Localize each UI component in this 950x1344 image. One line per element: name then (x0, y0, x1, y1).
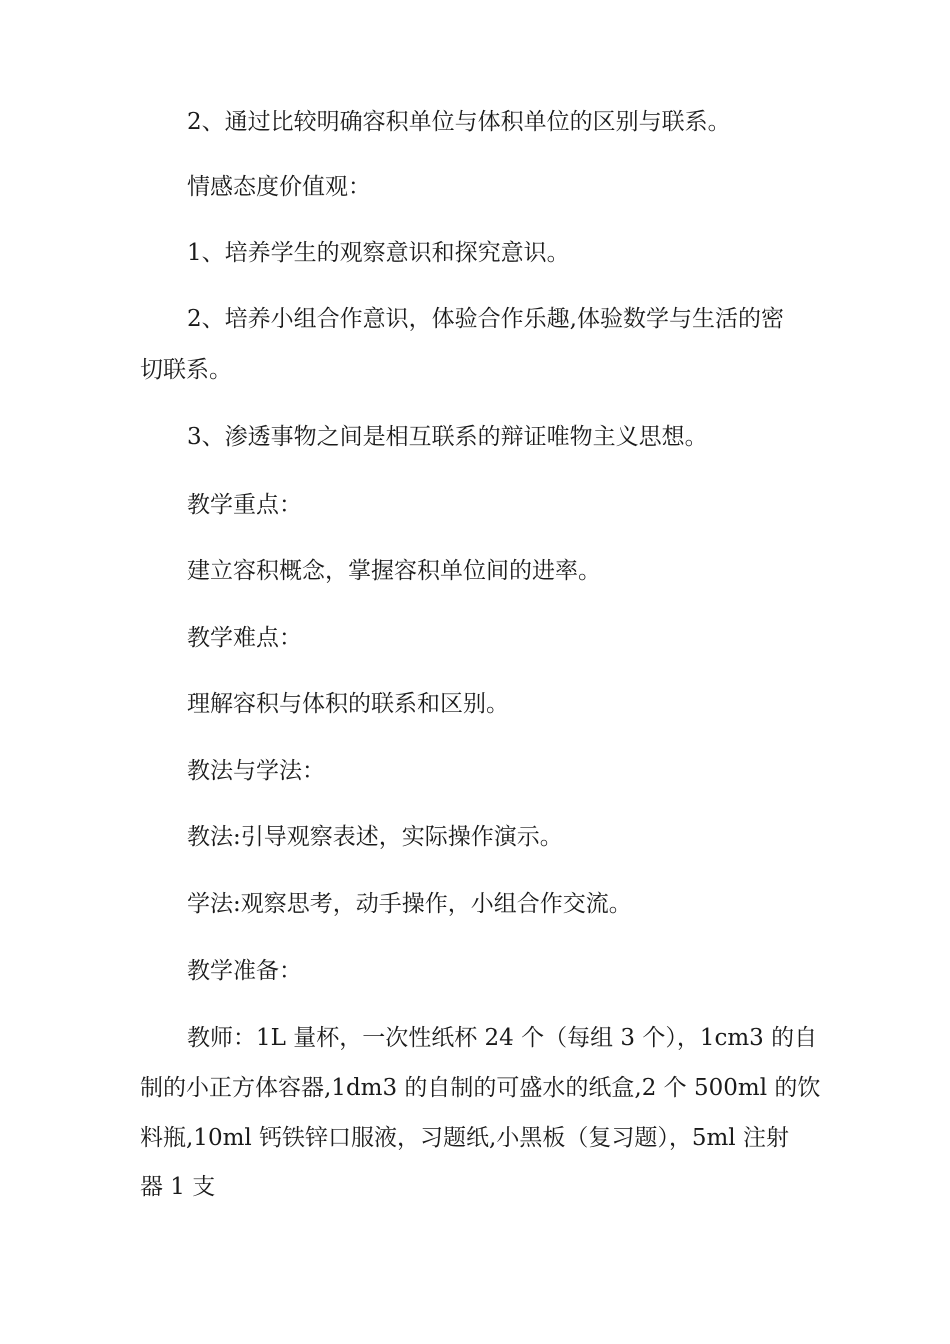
objective-2-text: 2、通过比较明确容积单位与体积单位的区别与联系。 (187, 109, 731, 135)
learning-method-text: 学法:观察思考，动手操作，小组合作交流。 (187, 891, 632, 917)
key-points-text: 建立容积概念，掌握容积单位间的进率。 (187, 558, 601, 584)
section-heading-preparation: 教学准备： (187, 958, 302, 984)
affective-item-2-line-1: 2、培养小组合作意识，体验合作乐趣,体验数学与生活的密 (187, 306, 784, 332)
teacher-prep-line-4: 器 1 支 (140, 1174, 216, 1200)
section-heading-difficulties: 教学难点： (187, 625, 302, 651)
section-heading-key-points: 教学重点： (187, 492, 302, 518)
section-heading-methods: 教法与学法： (187, 758, 325, 784)
affective-item-3: 3、渗透事物之间是相互联系的辩证唯物主义思想。 (187, 424, 708, 450)
affective-item-1: 1、培养学生的观察意识和探究意识。 (187, 240, 570, 266)
teacher-prep-line-1: 教师：1L 量杯，一次性纸杯 24 个（每组 3 个），1cm3 的自 (187, 1025, 818, 1051)
difficulties-text: 理解容积与体积的联系和区别。 (187, 691, 509, 717)
teaching-method-text: 教法:引导观察表述，实际操作演示。 (187, 824, 563, 850)
teacher-prep-line-3: 料瓶,10ml 钙铁锌口服液，习题纸,小黑板（复习题），5ml 注射 (140, 1125, 789, 1151)
teacher-prep-line-2: 制的小正方体容器,1dm3 的自制的可盛水的纸盒,2 个 500ml 的饮 (140, 1075, 821, 1101)
section-heading-affective-values: 情感态度价值观： (187, 174, 371, 200)
affective-item-2-line-2: 切联系。 (140, 357, 232, 383)
